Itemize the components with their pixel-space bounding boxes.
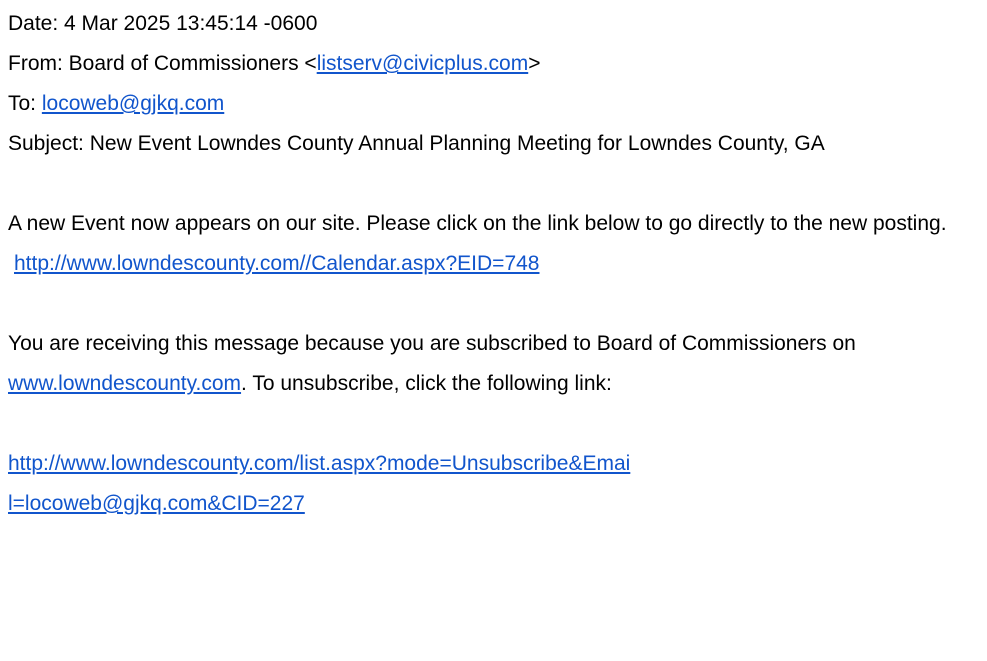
subject-value: New Event Lowndes County Annual Planning Meeting for Lowndes County, GA — [89, 132, 825, 155]
date-label: Date: — [8, 12, 65, 35]
event-posting-link[interactable]: http://www.lowndescounty.com//Calendar.aspx?EID=748 — [14, 252, 540, 275]
header-body-spacer — [8, 164, 979, 204]
from-address-link[interactable]: listserv@civicplus.com — [316, 52, 529, 75]
body-intro-paragraph: A new Event now appears on our site. Please click on the link below to go directly to the new posting. — [8, 212, 947, 235]
to-label: To: — [8, 92, 42, 115]
lowndescounty-site-link[interactable]: www.lowndescounty.com — [8, 372, 242, 395]
subscription-paragraph — [8, 324, 979, 404]
header-date — [8, 4, 979, 44]
subscription-text-1: You are receiving this message because you are subscribed to Board of Commissioners on — [8, 332, 856, 355]
subscription-text-2: . To unsubscribe, click the following link: — [241, 372, 612, 395]
unsubscribe-link-block — [8, 444, 979, 524]
email-headers — [8, 4, 979, 164]
header-from — [8, 44, 979, 84]
subject-label: Subject: — [8, 132, 90, 155]
email-body — [8, 204, 979, 524]
event-link-row — [8, 244, 979, 284]
header-subject — [8, 124, 979, 164]
from-label: From: — [8, 52, 69, 75]
date-value: 4 Mar 2025 13:45:14 -0600 — [64, 12, 318, 35]
body-spacer-1 — [8, 284, 979, 324]
unsubscribe-link-line-1[interactable]: http://www.lowndescounty.com/list.aspx?mode=Unsubscribe&Emai — [8, 452, 631, 475]
from-name: Board of Commissioners < — [68, 52, 317, 75]
to-address-link[interactable]: locoweb@gjkq.com — [41, 92, 225, 115]
header-to — [8, 84, 979, 124]
unsubscribe-link-line-2[interactable]: l=locoweb@gjkq.com&CID=227 — [8, 492, 305, 515]
body-spacer-2 — [8, 404, 979, 444]
from-close: > — [528, 52, 541, 75]
